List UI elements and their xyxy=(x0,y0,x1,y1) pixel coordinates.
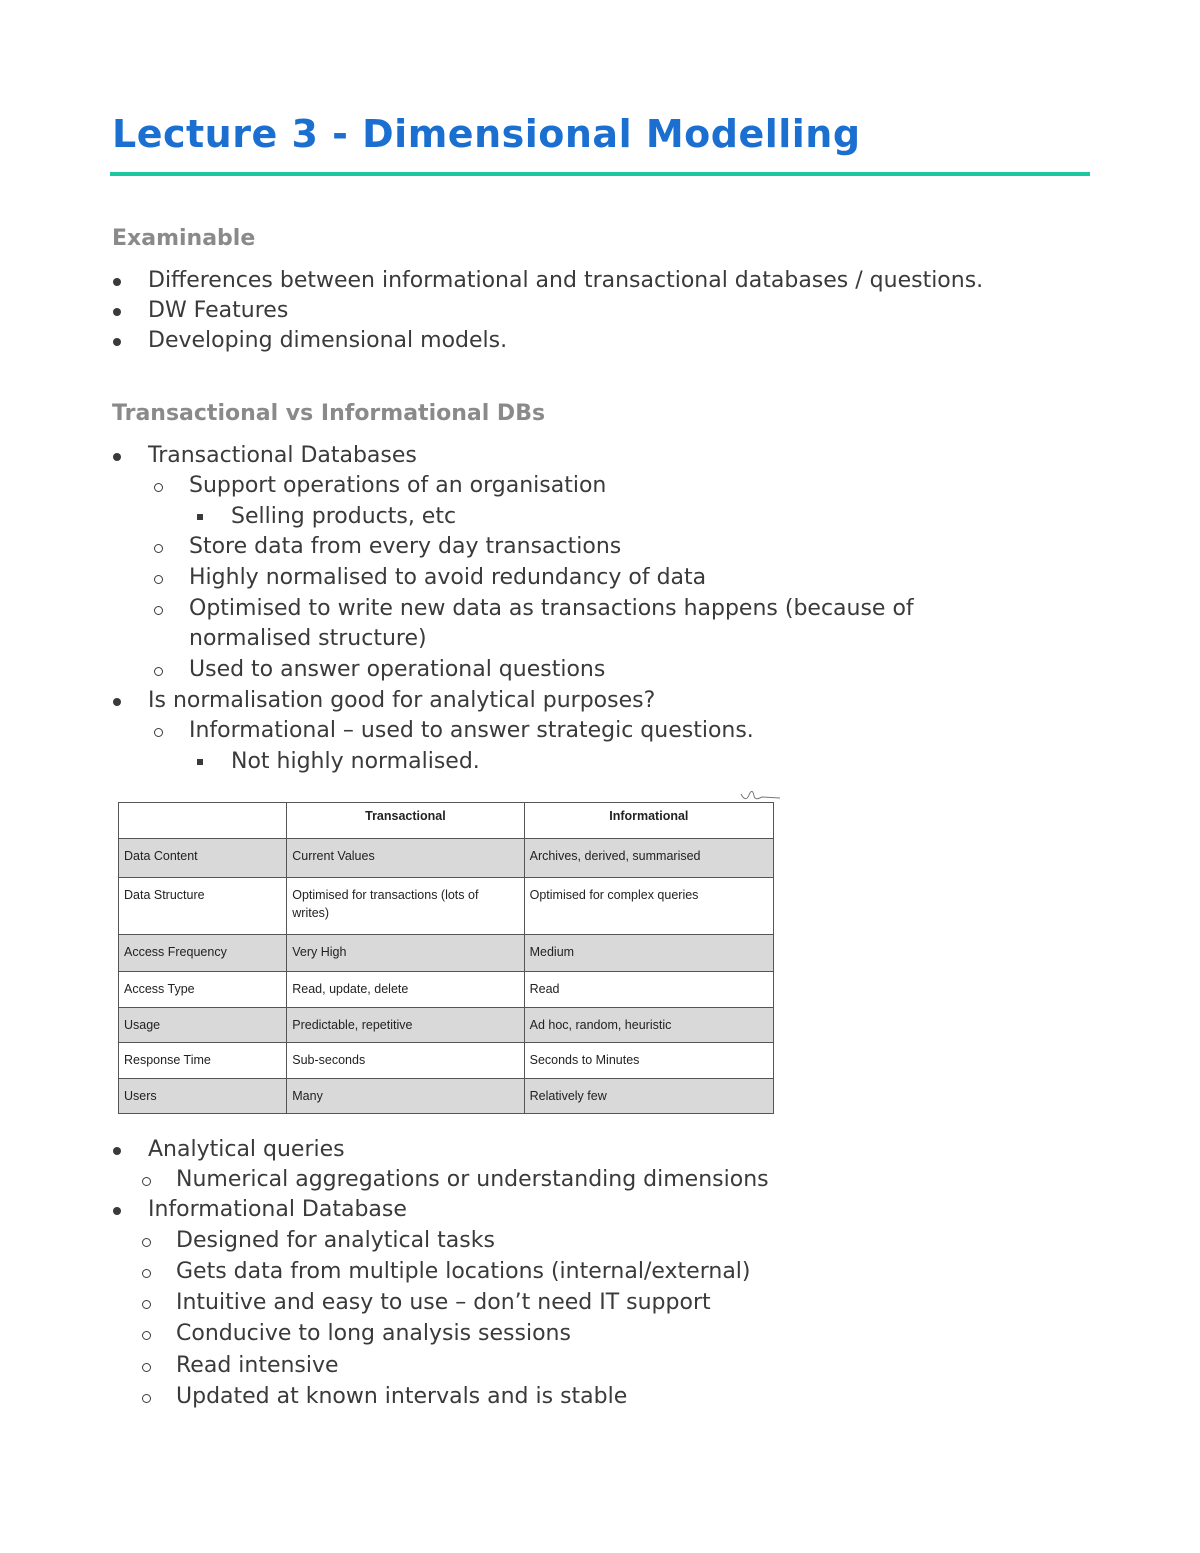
bullet-ring xyxy=(154,667,163,676)
bullet-ring xyxy=(154,606,163,615)
bullet-ring xyxy=(142,1238,151,1247)
list-item: Intuitive and easy to use – don’t need IT support xyxy=(176,1290,711,1315)
table-row xyxy=(119,839,774,878)
bullet-ring xyxy=(154,483,163,492)
list-item: Highly normalised to avoid redundancy of data xyxy=(189,565,707,590)
table-cell: Seconds to Minutes xyxy=(524,1043,773,1079)
table-header-cell: Transactional xyxy=(287,803,524,839)
list-item: Selling products, etc xyxy=(231,504,457,529)
table-cell: Access Frequency xyxy=(119,935,287,972)
list-item: Optimised to write new data as transactions happens (because of xyxy=(189,596,914,621)
table-cell: Sub-seconds xyxy=(287,1043,524,1079)
table-cell: Data Structure xyxy=(119,878,287,935)
table-cell: Many xyxy=(287,1079,524,1114)
table-row xyxy=(119,935,774,972)
table-header-cell: Informational xyxy=(524,803,773,839)
list-item: Is normalisation good for analytical purposes? xyxy=(148,688,656,713)
examinable-item: Developing dimensional models. xyxy=(148,328,508,353)
list-item: Informational Database xyxy=(148,1197,407,1222)
bullet-ring xyxy=(142,1177,151,1186)
table-cell: Response Time xyxy=(119,1043,287,1079)
table-cell: Archives, derived, summarised xyxy=(524,839,773,878)
bullet-dot xyxy=(113,338,121,346)
table-cell: Access Type xyxy=(119,972,287,1008)
bullet-square xyxy=(197,759,203,765)
page-title: Lecture 3 - Dimensional Modelling xyxy=(112,112,861,156)
examinable-heading: Examinable xyxy=(112,226,256,251)
table-row xyxy=(119,1079,774,1114)
list-item: Updated at known intervals and is stable xyxy=(176,1384,628,1409)
table-cell: Predictable, repetitive xyxy=(287,1008,524,1043)
table-cell: Data Content xyxy=(119,839,287,878)
table-cell: Medium xyxy=(524,935,773,972)
list-item: Gets data from multiple locations (internal/external) xyxy=(176,1259,751,1284)
table-cell: Optimised for transactions (lots of writes) xyxy=(287,878,524,935)
table-row xyxy=(119,972,774,1008)
examinable-item: Differences between informational and transactional databases / questions. xyxy=(148,268,984,293)
list-item: Conducive to long analysis sessions xyxy=(176,1321,571,1346)
bullet-dot xyxy=(113,308,121,316)
table-cell: Current Values xyxy=(287,839,524,878)
table-header-row xyxy=(119,803,774,839)
comparison-table xyxy=(118,802,774,1114)
bullet-ring xyxy=(142,1269,151,1278)
table-cell: Usage xyxy=(119,1008,287,1043)
table-cell: Read, update, delete xyxy=(287,972,524,1008)
list-item: Informational – used to answer strategic questions. xyxy=(189,718,754,743)
bullet-ring xyxy=(154,544,163,553)
title-underline xyxy=(110,172,1090,176)
bullet-ring xyxy=(142,1363,151,1372)
bullet-ring xyxy=(154,728,163,737)
list-item: Transactional Databases xyxy=(148,443,417,468)
list-item: Support operations of an organisation xyxy=(189,473,607,498)
list-item: Store data from every day transactions xyxy=(189,534,622,559)
table-cell: Very High xyxy=(287,935,524,972)
bullet-ring xyxy=(142,1300,151,1309)
table-cell: Users xyxy=(119,1079,287,1114)
list-item: Read intensive xyxy=(176,1353,339,1378)
list-item: Designed for analytical tasks xyxy=(176,1228,495,1253)
bullet-ring xyxy=(142,1331,151,1340)
table-cell: Relatively few xyxy=(524,1079,773,1114)
bullet-ring xyxy=(142,1394,151,1403)
bullet-dot xyxy=(113,1147,121,1155)
table-cell: Ad hoc, random, heuristic xyxy=(524,1008,773,1043)
table-cell: Read xyxy=(524,972,773,1008)
table-row xyxy=(119,1008,774,1043)
bullet-square xyxy=(197,514,203,520)
examinable-item: DW Features xyxy=(148,298,289,323)
table-row xyxy=(119,1043,774,1079)
table-row xyxy=(119,878,774,935)
bullet-dot xyxy=(113,698,121,706)
table-cell: Optimised for complex queries xyxy=(524,878,773,935)
list-item-continuation: normalised structure) xyxy=(189,626,427,651)
bullet-ring xyxy=(154,575,163,584)
bullet-dot xyxy=(113,278,121,286)
list-item: Used to answer operational questions xyxy=(189,657,606,682)
bullet-dot xyxy=(113,453,121,461)
list-item: Numerical aggregations or understanding dimensions xyxy=(176,1167,769,1192)
list-item: Not highly normalised. xyxy=(231,749,480,774)
bullet-dot xyxy=(113,1207,121,1215)
list-item: Analytical queries xyxy=(148,1137,345,1162)
table-header-cell xyxy=(119,803,287,839)
section-heading: Transactional vs Informational DBs xyxy=(112,401,546,426)
